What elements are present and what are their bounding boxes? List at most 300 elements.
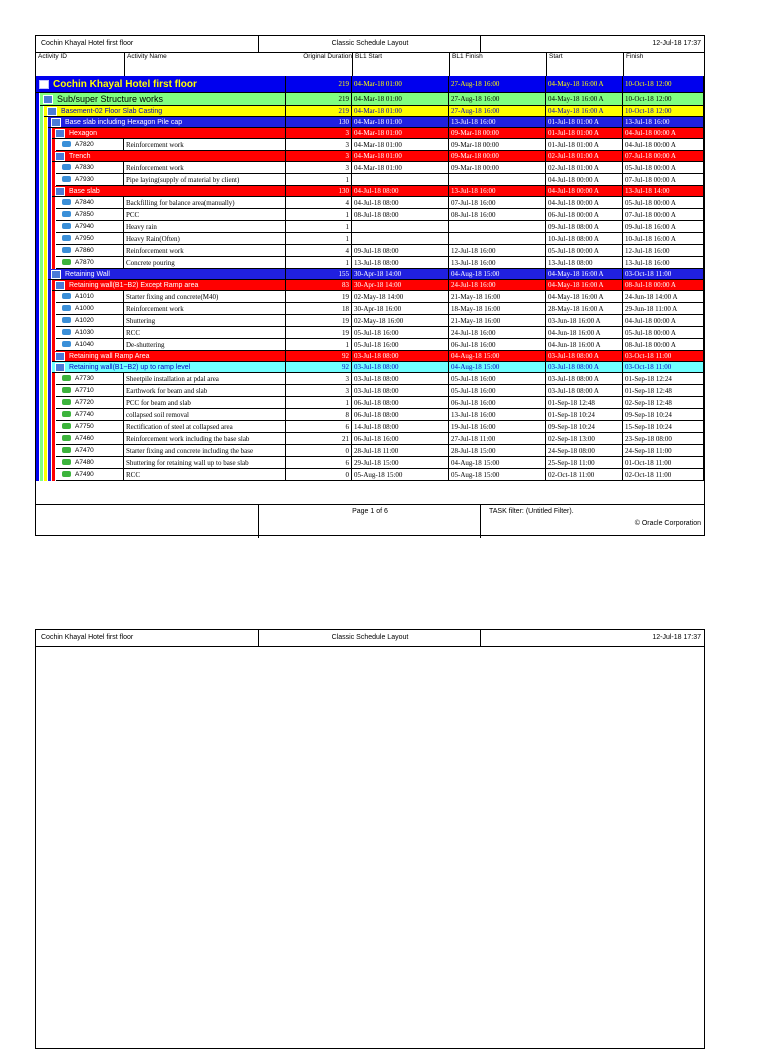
indent-bar xyxy=(44,233,47,245)
activity-name: Reinforcement work xyxy=(124,303,286,315)
task-green-icon xyxy=(62,459,71,465)
activity-name-cell xyxy=(56,433,124,445)
indent-bar xyxy=(48,186,51,197)
duration-cell: 6 xyxy=(286,457,352,469)
activity-name-cell xyxy=(44,106,286,117)
activity-row[interactable] xyxy=(36,233,704,245)
indent-bar xyxy=(48,291,51,303)
activity-id: A7950 xyxy=(75,235,94,242)
start-cell: 03-Jul-18 08:00 A xyxy=(546,351,623,362)
wbs-row[interactable] xyxy=(36,76,704,93)
finish-cell: 12-Jul-18 16:00 xyxy=(623,245,704,257)
col-finish: Finish xyxy=(623,52,703,76)
activity-name: RCC xyxy=(124,469,286,481)
start-cell: 01-Sep-18 10:24 xyxy=(546,409,623,421)
activity-name-cell xyxy=(56,221,124,233)
activity-name: Rectification of steel at collapsed area xyxy=(124,421,286,433)
indent-bar xyxy=(52,139,55,151)
bl1-finish-cell: 21-May-18 16:00 xyxy=(449,315,546,327)
bl1-start-cell: 13-Jul-18 08:00 xyxy=(352,257,449,269)
bl1-finish-cell: 19-Jul-18 16:00 xyxy=(449,421,546,433)
indent-bar xyxy=(52,303,55,315)
start-cell: 09-Jul-18 08:00 A xyxy=(546,221,623,233)
indent-bar xyxy=(48,139,51,151)
wbs-name: Retaining wall(B1~B2) Except Ramp area xyxy=(69,282,199,289)
indent-bar xyxy=(48,209,51,221)
start-cell: 04-Jun-18 16:00 A xyxy=(546,327,623,339)
duration-cell: 219 xyxy=(286,93,352,106)
project-folder-icon xyxy=(39,80,49,89)
page-number: Page 1 of 6 xyxy=(258,505,481,538)
task-green-icon xyxy=(62,435,71,441)
finish-cell: 07-Jul-18 00:00 A xyxy=(623,209,704,221)
bl1-finish-cell: 09-Mar-18 00:00 xyxy=(449,128,546,139)
bl1-finish-cell: 13-Jul-18 16:00 xyxy=(449,257,546,269)
start-cell: 09-Sep-18 10:24 xyxy=(546,421,623,433)
activity-name: Heavy Rain(Often) xyxy=(124,233,286,245)
activity-row[interactable] xyxy=(36,315,704,327)
indent-bar xyxy=(52,373,55,385)
wbs-row[interactable] xyxy=(36,362,704,373)
activity-name-cell xyxy=(56,445,124,457)
wbs-name: Retaining wall(B1~B2) up to ramp level xyxy=(69,364,191,371)
bl1-start-cell: 28-Jul-18 11:00 xyxy=(352,445,449,457)
activity-row[interactable] xyxy=(36,327,704,339)
indent-bar xyxy=(40,445,43,457)
indent-bar xyxy=(36,209,39,221)
activity-name: Reinforcement work including the base slab xyxy=(124,433,286,445)
indent-bar xyxy=(48,315,51,327)
bl1-start-cell: 14-Jul-18 08:00 xyxy=(352,421,449,433)
indent-bar xyxy=(48,457,51,469)
indent-bar xyxy=(52,469,55,481)
indent-bar xyxy=(40,139,43,151)
finish-cell: 01-Oct-18 11:00 xyxy=(623,457,704,469)
activity-name: PCC xyxy=(124,209,286,221)
activity-name: RCC xyxy=(124,327,286,339)
report-datetime-2: 12-Jul-18 17:37 xyxy=(480,630,701,646)
activity-name-cell xyxy=(56,245,124,257)
indent-bar xyxy=(40,397,43,409)
indent-bar xyxy=(36,197,39,209)
indent-bar xyxy=(40,327,43,339)
wbs-icon xyxy=(55,129,65,138)
activity-name-cell xyxy=(56,339,124,351)
bl1-finish-cell: 05-Jul-18 16:00 xyxy=(449,385,546,397)
bl1-start-cell: 06-Jul-18 08:00 xyxy=(352,397,449,409)
indent-bar xyxy=(52,433,55,445)
finish-cell: 03-Oct-18 11:00 xyxy=(623,269,704,280)
start-cell: 02-Sep-18 13:00 xyxy=(546,433,623,445)
activity-row[interactable] xyxy=(36,174,704,186)
bl1-finish-cell: 09-Mar-18 00:00 xyxy=(449,139,546,151)
indent-bar xyxy=(52,245,55,257)
finish-cell: 09-Sep-18 10:24 xyxy=(623,409,704,421)
activity-name: Shuttering for retaining wall up to base slab xyxy=(124,457,286,469)
activity-row[interactable] xyxy=(36,385,704,397)
activity-row[interactable] xyxy=(36,303,704,315)
indent-bar xyxy=(36,269,39,280)
indent-bar xyxy=(40,128,43,139)
finish-cell: 23-Sep-18 08:00 xyxy=(623,433,704,445)
bl1-start-cell: 06-Jul-18 16:00 xyxy=(352,433,449,445)
activity-name: Reinforcement work xyxy=(124,162,286,174)
indent-bar xyxy=(40,245,43,257)
start-cell: 04-May-18 16:00 A xyxy=(546,280,623,291)
activity-name-cell xyxy=(56,139,124,151)
wbs-row[interactable] xyxy=(36,186,704,197)
indent-bar xyxy=(44,257,47,269)
bl1-start-cell: 05-Aug-18 15:00 xyxy=(352,469,449,481)
bl1-start-cell: 05-Jul-18 16:00 xyxy=(352,327,449,339)
activity-row[interactable] xyxy=(36,339,704,351)
indent-bar xyxy=(52,315,55,327)
wbs-name: Basement-02 Floor Slab Casting xyxy=(61,108,163,115)
activity-id: A7750 xyxy=(75,423,94,430)
indent-bar xyxy=(40,269,43,280)
bl1-start-cell xyxy=(352,233,449,245)
finish-cell: 04-Jul-18 00:00 A xyxy=(623,128,704,139)
indent-bar xyxy=(48,373,51,385)
finish-cell: 24-Jun-18 14:00 A xyxy=(623,291,704,303)
indent-bar xyxy=(44,421,47,433)
finish-cell: 05-Jul-18 00:00 A xyxy=(623,327,704,339)
bl1-start-cell: 03-Jul-18 08:00 xyxy=(352,373,449,385)
indent-bar xyxy=(36,106,39,117)
start-cell: 03-Jun-18 16:00 A xyxy=(546,315,623,327)
bl1-start-cell: 02-May-18 16:00 xyxy=(352,315,449,327)
bl1-start-cell: 04-Mar-18 01:00 xyxy=(352,139,449,151)
indent-bar xyxy=(40,174,43,186)
indent-bar xyxy=(40,280,43,291)
indent-bar xyxy=(44,197,47,209)
wbs-row[interactable] xyxy=(36,128,704,139)
wbs-name: Sub/super Structure works xyxy=(57,94,164,104)
activity-id: A7470 xyxy=(75,447,94,454)
task-blue-icon xyxy=(62,223,71,229)
indent-bar xyxy=(52,385,55,397)
activity-name-cell xyxy=(56,233,124,245)
duration-cell: 0 xyxy=(286,445,352,457)
indent-bar xyxy=(52,257,55,269)
activity-row[interactable] xyxy=(36,197,704,209)
start-cell: 04-Jul-18 00:00 A xyxy=(546,197,623,209)
indent-bar xyxy=(40,433,43,445)
wbs-row[interactable] xyxy=(36,280,704,291)
indent-bar xyxy=(44,409,47,421)
task-blue-icon xyxy=(62,293,71,299)
wbs-row[interactable] xyxy=(36,151,704,162)
duration-cell: 3 xyxy=(286,162,352,174)
wbs-row[interactable] xyxy=(36,117,704,128)
duration-cell: 18 xyxy=(286,303,352,315)
activity-name-cell xyxy=(48,269,286,280)
activity-name: Earthwork for beam and slab xyxy=(124,385,286,397)
indent-bar xyxy=(36,469,39,481)
activity-row[interactable] xyxy=(36,209,704,221)
finish-cell: 08-Jul-18 00:00 A xyxy=(623,339,704,351)
activity-name-cell xyxy=(56,409,124,421)
activity-name: Reinforcement work xyxy=(124,139,286,151)
activity-id: A7740 xyxy=(75,411,94,418)
indent-bar xyxy=(36,433,39,445)
start-cell: 01-Jul-18 01:00 A xyxy=(546,128,623,139)
indent-bar xyxy=(44,128,47,139)
activity-name-cell xyxy=(52,128,286,139)
duration-cell: 8 xyxy=(286,409,352,421)
layout-name-2: Classic Schedule Layout xyxy=(258,630,481,646)
activity-name-cell xyxy=(52,362,286,373)
activity-row[interactable] xyxy=(36,469,704,481)
indent-bar xyxy=(36,233,39,245)
bl1-finish-cell: 12-Jul-18 16:00 xyxy=(449,245,546,257)
duration-cell: 219 xyxy=(286,106,352,117)
activity-row[interactable] xyxy=(36,291,704,303)
start-cell: 10-Jul-18 08:00 A xyxy=(546,233,623,245)
bl1-finish-cell: 04-Aug-18 15:00 xyxy=(449,362,546,373)
indent-bar xyxy=(48,162,51,174)
bl1-finish-cell: 13-Jul-18 16:00 xyxy=(449,186,546,197)
wbs-icon xyxy=(43,95,53,104)
wbs-icon xyxy=(51,270,61,279)
wbs-name: Cochin Khayal Hotel first floor xyxy=(53,79,197,90)
indent-bar xyxy=(48,280,51,291)
indent-bar xyxy=(40,151,43,162)
duration-cell: 19 xyxy=(286,291,352,303)
activity-name: Pipe laying(supply of material by client) xyxy=(124,174,286,186)
activity-id: A1040 xyxy=(75,341,94,348)
duration-cell: 19 xyxy=(286,315,352,327)
indent-bar xyxy=(48,221,51,233)
wbs-row[interactable] xyxy=(36,351,704,362)
activity-id: A7940 xyxy=(75,223,94,230)
duration-cell: 92 xyxy=(286,351,352,362)
indent-bar xyxy=(40,457,43,469)
finish-cell: 07-Jul-18 00:00 A xyxy=(623,151,704,162)
indent-bar xyxy=(36,373,39,385)
start-cell: 04-May-18 16:00 A xyxy=(546,76,623,93)
activity-name-cell xyxy=(56,469,124,481)
indent-bar xyxy=(44,457,47,469)
indent-bar xyxy=(36,93,39,106)
start-cell: 02-Jul-18 01:00 A xyxy=(546,162,623,174)
finish-cell: 10-Oct-18 12:00 xyxy=(623,93,704,106)
indent-bar xyxy=(36,327,39,339)
indent-bar xyxy=(36,174,39,186)
duration-cell: 1 xyxy=(286,221,352,233)
activity-id: A1030 xyxy=(75,329,94,336)
bl1-finish-cell xyxy=(449,174,546,186)
indent-bar xyxy=(52,409,55,421)
bl1-finish-cell: 27-Aug-18 16:00 xyxy=(449,93,546,106)
activity-row[interactable] xyxy=(36,373,704,385)
task-blue-icon xyxy=(62,211,71,217)
footer-right xyxy=(480,505,705,538)
activity-name: Backfilling for balance area(manually) xyxy=(124,197,286,209)
activity-row[interactable] xyxy=(36,409,704,421)
start-cell: 02-Oct-18 11:00 xyxy=(546,469,623,481)
start-cell: 04-Jul-18 00:00 A xyxy=(546,186,623,197)
duration-cell: 3 xyxy=(286,385,352,397)
page-header xyxy=(36,36,704,53)
bl1-finish-cell: 18-May-18 16:00 xyxy=(449,303,546,315)
bl1-finish-cell: 09-Mar-18 00:00 xyxy=(449,151,546,162)
col-bl1-start: BL1 Start xyxy=(352,52,448,76)
finish-cell: 05-Jul-18 00:00 A xyxy=(623,197,704,209)
indent-bar xyxy=(48,409,51,421)
duration-cell: 92 xyxy=(286,362,352,373)
wbs-name: Trench xyxy=(69,153,91,160)
start-cell: 01-Jul-18 01:00 A xyxy=(546,117,623,128)
indent-bar xyxy=(44,221,47,233)
indent-bar xyxy=(52,174,55,186)
activity-name-cell xyxy=(56,257,124,269)
bl1-start-cell: 08-Jul-18 08:00 xyxy=(352,209,449,221)
task-blue-icon xyxy=(62,341,71,347)
indent-bar xyxy=(44,339,47,351)
start-cell: 04-Jun-18 16:00 A xyxy=(546,339,623,351)
bl1-start-cell: 29-Jul-18 15:00 xyxy=(352,457,449,469)
start-cell: 04-May-18 16:00 A xyxy=(546,93,623,106)
activity-row[interactable] xyxy=(36,421,704,433)
bl1-finish-cell: 04-Aug-18 15:00 xyxy=(449,269,546,280)
activity-id: A7930 xyxy=(75,176,94,183)
activity-name-cell xyxy=(52,186,286,197)
task-green-icon xyxy=(62,375,71,381)
indent-bar xyxy=(36,117,39,128)
activity-row[interactable] xyxy=(36,221,704,233)
indent-bar xyxy=(44,174,47,186)
start-cell: 01-Jul-18 01:00 A xyxy=(546,139,623,151)
activity-id: A1020 xyxy=(75,317,94,324)
task-blue-icon xyxy=(62,176,71,182)
indent-bar xyxy=(44,162,47,174)
start-cell: 24-Sep-18 08:00 xyxy=(546,445,623,457)
bl1-finish-cell: 05-Jul-18 16:00 xyxy=(449,373,546,385)
activity-name-cell xyxy=(56,373,124,385)
indent-bar xyxy=(48,385,51,397)
indent-bar xyxy=(48,151,51,162)
indent-bar xyxy=(44,397,47,409)
finish-cell: 09-Jul-18 16:00 A xyxy=(623,221,704,233)
start-cell: 02-Jul-18 01:00 A xyxy=(546,151,623,162)
duration-cell: 3 xyxy=(286,128,352,139)
start-cell: 04-Jul-18 00:00 A xyxy=(546,174,623,186)
activity-name: Concrete pouring xyxy=(124,257,286,269)
activity-row[interactable] xyxy=(36,162,704,174)
bl1-finish-cell: 13-Jul-18 16:00 xyxy=(449,117,546,128)
indent-bar xyxy=(48,351,51,362)
task-green-icon xyxy=(62,259,71,265)
activity-name-cell xyxy=(52,280,286,291)
activity-row[interactable] xyxy=(36,397,704,409)
indent-bar xyxy=(44,209,47,221)
indent-bar xyxy=(52,291,55,303)
indent-bar xyxy=(36,445,39,457)
activity-row[interactable] xyxy=(36,457,704,469)
activity-name: Sheetpile installation at pdal area xyxy=(124,373,286,385)
wbs-name: Retaining Wall xyxy=(65,271,110,278)
indent-bar xyxy=(36,457,39,469)
bl1-finish-cell: 24-Jul-18 16:00 xyxy=(449,280,546,291)
bl1-finish-cell: 07-Jul-18 16:00 xyxy=(449,197,546,209)
indent-bar xyxy=(44,186,47,197)
indent-bar xyxy=(44,385,47,397)
wbs-row[interactable] xyxy=(36,106,704,117)
bl1-start-cell: 04-Mar-18 01:00 xyxy=(352,117,449,128)
task-green-icon xyxy=(62,399,71,405)
wbs-icon xyxy=(51,118,61,127)
page-footer xyxy=(36,504,704,538)
activity-id: A7860 xyxy=(75,247,94,254)
duration-cell: 1 xyxy=(286,257,352,269)
task-blue-icon xyxy=(62,141,71,147)
task-blue-icon xyxy=(62,235,71,241)
activity-id: A7850 xyxy=(75,211,94,218)
indent-bar xyxy=(44,469,47,481)
duration-cell: 1 xyxy=(286,339,352,351)
bl1-start-cell: 02-May-18 14:00 xyxy=(352,291,449,303)
indent-bar xyxy=(48,421,51,433)
col-original-duration: Original Duration xyxy=(303,53,352,60)
bl1-start-cell: 04-Mar-18 01:00 xyxy=(352,162,449,174)
finish-cell: 02-Oct-18 11:00 xyxy=(623,469,704,481)
indent-bar xyxy=(52,421,55,433)
activity-row[interactable] xyxy=(36,433,704,445)
report-datetime: 12-Jul-18 17:37 xyxy=(480,36,701,52)
indent-bar xyxy=(40,117,43,128)
activity-name: Shuttering xyxy=(124,315,286,327)
indent-bar xyxy=(44,445,47,457)
indent-bar xyxy=(40,221,43,233)
bl1-start-cell: 04-Mar-18 01:00 xyxy=(352,128,449,139)
activity-name: Heavy rain xyxy=(124,221,286,233)
indent-bar xyxy=(36,362,39,373)
indent-bar xyxy=(44,327,47,339)
indent-bar xyxy=(52,457,55,469)
wbs-name: Retaining wall Ramp Area xyxy=(69,353,150,360)
activity-row[interactable] xyxy=(36,139,704,151)
indent-bar xyxy=(40,351,43,362)
indent-bar xyxy=(36,409,39,421)
activity-id: A1010 xyxy=(75,293,94,300)
bl1-finish-cell: 27-Aug-18 16:00 xyxy=(449,76,546,93)
wbs-row[interactable] xyxy=(36,93,704,106)
wbs-row[interactable] xyxy=(36,269,704,280)
indent-bar xyxy=(48,469,51,481)
indent-bar xyxy=(36,186,39,197)
layout-name: Classic Schedule Layout xyxy=(258,36,481,52)
indent-bar xyxy=(40,315,43,327)
indent-bar xyxy=(44,280,47,291)
bl1-finish-cell: 24-Jul-18 16:00 xyxy=(449,327,546,339)
indent-bar xyxy=(40,385,43,397)
activity-name-cell xyxy=(56,421,124,433)
activity-row[interactable] xyxy=(36,245,704,257)
activity-row[interactable] xyxy=(36,257,704,269)
activity-row[interactable] xyxy=(36,445,704,457)
bl1-start-cell: 30-Apr-18 14:00 xyxy=(352,280,449,291)
indent-bar xyxy=(40,303,43,315)
indent-bar xyxy=(48,362,51,373)
indent-bar xyxy=(40,186,43,197)
indent-bar xyxy=(48,245,51,257)
indent-bar xyxy=(36,221,39,233)
bl1-finish-cell: 06-Jul-18 16:00 xyxy=(449,339,546,351)
bl1-start-cell: 04-Mar-18 01:00 xyxy=(352,106,449,117)
duration-cell: 3 xyxy=(286,373,352,385)
duration-cell: 4 xyxy=(286,197,352,209)
